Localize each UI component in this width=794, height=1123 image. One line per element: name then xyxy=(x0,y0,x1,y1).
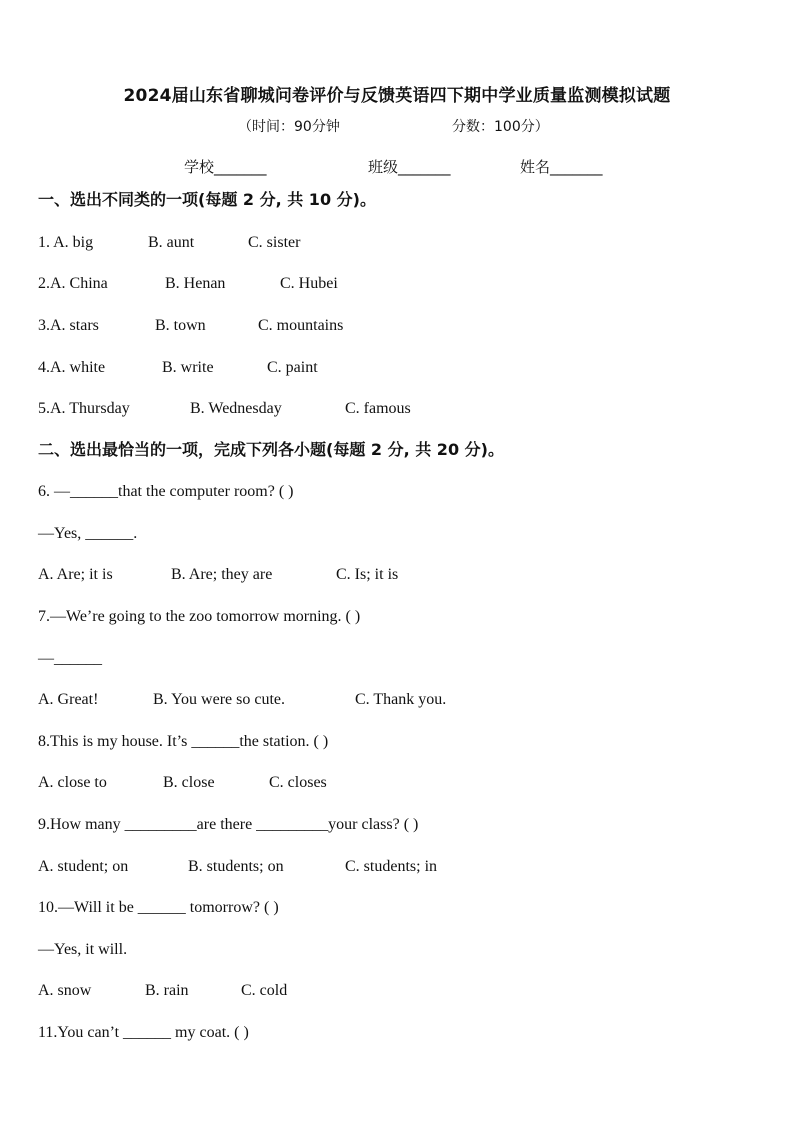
q5-option-b: B. Wednesday xyxy=(190,400,282,417)
q6-option-c: C. Is; it is xyxy=(336,566,399,583)
q2-option-a: 2.A. China xyxy=(38,275,108,292)
section-1-heading: 一、选出不同类的一项(每题 2 分, 共 10 分)。 xyxy=(38,190,376,209)
q4-option-a: 4.A. white xyxy=(38,359,106,376)
exam-time: （时间：90分钟 xyxy=(238,119,340,135)
q1-option-a: 1. A. big xyxy=(38,234,94,251)
q9-option-a: A. student; on xyxy=(38,858,129,875)
q10-option-c: C. cold xyxy=(241,982,288,999)
q1-option-b: B. aunt xyxy=(148,234,195,251)
q8-option-c: C. closes xyxy=(269,774,327,791)
q2-option-c: C. Hubei xyxy=(280,275,338,292)
q10-option-b: B. rain xyxy=(145,982,189,999)
q9-option-b: B. students; on xyxy=(188,858,284,875)
q10-option-a: A. snow xyxy=(38,982,92,999)
q3-option-b: B. town xyxy=(155,317,206,334)
q6-option-a: A. Are; it is xyxy=(38,566,113,583)
q7-reply: —______ xyxy=(38,650,102,667)
q4-option-b: B. write xyxy=(162,359,214,376)
q9-stem: 9.How many _________are there _________your class? ( ) xyxy=(38,816,419,833)
q2-option-b: B. Henan xyxy=(165,275,226,292)
q3-option-a: 3.A. stars xyxy=(38,317,99,334)
q10-stem: 10.—Will it be ______ tomorrow? ( ) xyxy=(38,899,279,916)
q7-option-c: C. Thank you. xyxy=(355,691,447,708)
q7-stem: 7.—We’re going to the zoo tomorrow morning. ( ) xyxy=(38,608,361,625)
q7-option-a: A. Great! xyxy=(38,691,99,708)
q11-stem: 11.You can’t ______ my coat. ( ) xyxy=(38,1024,249,1041)
q5-option-a: 5.A. Thursday xyxy=(38,400,130,417)
q9-option-c: C. students; in xyxy=(345,858,438,875)
q3-option-c: C. mountains xyxy=(258,317,344,334)
q10-reply: —Yes, it will. xyxy=(38,941,128,958)
q5-option-c: C. famous xyxy=(345,400,411,417)
section-2-heading: 二、选出最恰当的一项，完成下列各小题(每题 2 分, 共 20 分)。 xyxy=(38,440,504,459)
q6-option-b: B. Are; they are xyxy=(171,566,273,583)
q6-stem: 6. —______that the computer room? ( ) xyxy=(38,483,294,500)
q1-option-c: C. sister xyxy=(248,234,301,251)
q8-stem: 8.This is my house. It’s ______the station. ( ) xyxy=(38,733,329,750)
name-field: 姓名_______ xyxy=(520,158,603,176)
page-title: 2024届山东省聊城问卷评价与反馈英语四下期中学业质量监测模拟试题 xyxy=(123,86,671,106)
q4-option-c: C. paint xyxy=(267,359,318,376)
q8-option-a: A. close to xyxy=(38,774,107,791)
school-field: 学校_______ xyxy=(184,158,267,176)
q8-option-b: B. close xyxy=(163,774,215,791)
q6-reply: —Yes, ______. xyxy=(38,525,138,542)
exam-score: 分数：100分） xyxy=(452,119,549,135)
q7-option-b: B. You were so cute. xyxy=(153,691,285,708)
class-field: 班级_______ xyxy=(368,158,451,176)
